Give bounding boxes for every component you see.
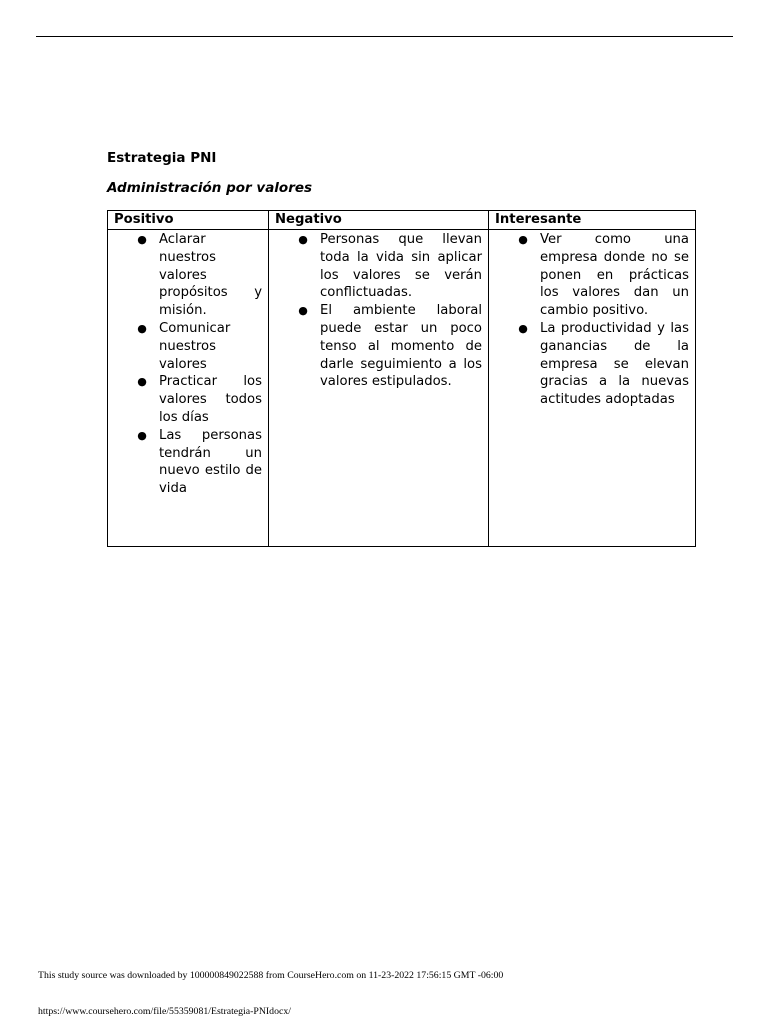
table-row	[108, 230, 696, 547]
negativo-list	[269, 231, 482, 391]
cell-interesante	[489, 230, 696, 547]
header-rule	[36, 36, 733, 37]
bullet-icon: ●	[137, 428, 147, 442]
list-item-text: Ver como una empresa donde no se ponen en prácticas los valores dan un cambio positivo.	[540, 232, 689, 319]
list-item	[108, 427, 262, 498]
list-item	[108, 373, 262, 426]
cell-positivo	[108, 230, 269, 547]
list-item-text: El ambiente laboral puede estar un poco tenso al momento de darle seguimiento a los valores estipulados.	[320, 303, 482, 390]
bullet-icon: ●	[518, 321, 528, 335]
list-item	[489, 320, 689, 409]
list-item	[108, 320, 262, 373]
column-header-positivo: Positivo	[108, 211, 269, 230]
interesante-list	[489, 231, 689, 409]
bullet-icon: ●	[298, 233, 308, 246]
cell-negativo	[269, 230, 489, 547]
bullet-icon: ●	[137, 321, 147, 335]
column-header-interesante: Interesante	[489, 211, 696, 230]
bullet-icon: ●	[137, 375, 147, 389]
table-header-row	[108, 211, 696, 230]
bullet-icon: ●	[518, 233, 528, 246]
list-item-text: Practicar los valores todos los días	[159, 374, 262, 425]
bullet-icon: ●	[137, 233, 147, 246]
document-subtitle: Administración por valores	[107, 180, 313, 196]
list-item	[489, 231, 689, 320]
document-title: Estrategia PNI	[107, 150, 217, 166]
list-item-text: La productividad y las ganancias de la empresa se elevan gracias a la nuevas actitudes adoptadas	[540, 320, 689, 408]
list-item-text: Personas que llevan toda la vida sin aplicar los valores se verán conflictuadas.	[320, 232, 482, 301]
list-item-text: Comunicar nuestros valores	[159, 320, 231, 372]
positivo-list	[108, 231, 262, 498]
pni-table	[107, 210, 696, 547]
bullet-icon: ●	[298, 304, 308, 318]
list-item	[269, 302, 482, 391]
column-header-negativo: Negativo	[269, 211, 489, 230]
download-source-note: This study source was downloaded by 100000849022588 from CourseHero.com on 11-23-2022 17:56:15 GMT -06:00	[38, 970, 504, 981]
list-item	[269, 231, 482, 302]
list-item-text: Aclarar nuestros valores propósitos y misión.	[159, 232, 262, 319]
list-item-text: Las personas tendrán un nuevo estilo de vida	[159, 427, 262, 497]
list-item	[108, 231, 262, 320]
source-url: https://www.coursehero.com/file/55359081/Estrategia-PNIdocx/	[38, 1006, 291, 1017]
